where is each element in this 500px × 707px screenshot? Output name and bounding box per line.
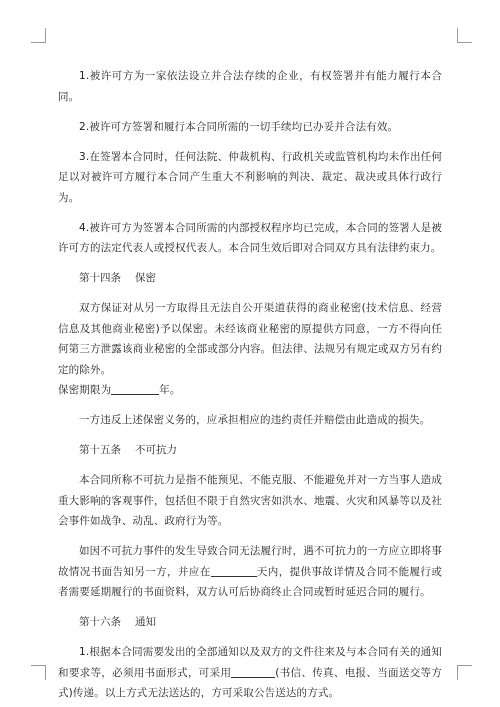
section-16-number: 第十六条	[79, 616, 121, 628]
section-15-number: 第十五条	[79, 444, 121, 456]
paragraph-confidentiality-term	[58, 380, 442, 401]
section-15-title: 不可抗力	[135, 444, 177, 456]
paragraph-1: 1.被许可方为一家依法设立并合法存续的企业，有权签署并有能力履行本合同。	[58, 70, 442, 103]
paragraph-force-majeure-definition: 本合同所称不可抗力是指不能预见、不能克服、不能避免并对一方当事人造成重大影响的客观事件，包括但不限于自然灾害如洪水、地震、火灾和风暴等以及社会事件如战争、动乱、政府行为等。	[58, 474, 442, 527]
confidentiality-term-unit: 年。	[159, 384, 181, 396]
confidentiality-term-label: 保密期限为	[58, 384, 112, 396]
crop-mark-top-right	[457, 28, 472, 43]
section-14-title: 保密	[135, 272, 156, 284]
document-body	[58, 66, 442, 704]
paragraph-3: 3.在签署本合同时，任何法院、仲裁机构、行政机关或监管机构均未作出任何足以对被许可方履行本合同产生重大不利影响的判决、裁定、裁决或具体行政行为。	[58, 150, 442, 204]
paragraph-4: 4.被许可方为签署本合同所需的内部授权程序均已完成，本合同的签署人是被许可方的法定代表人或授权代表人。本合同生效后即对合同双方具有法律约束力。	[58, 221, 442, 254]
notice-start: 1.根据本合同需要发出的全部通知以及双方的文件往来及与本合同有关的通知和要求等，必须用书面形式，可采用	[58, 646, 442, 679]
force-majeure-notice-end: 天内，提供事故详情及合同不能履行或者需要延期履行的书面资料，双方认可后协商终止合同或暂时延迟合同的履行。	[58, 565, 442, 598]
paragraph-confidentiality: 双方保证对从另一方取得且无法自公开渠道获得的商业秘密(技术信息、经营信息及其他商业秘密)予以保密。未经该商业秘密的原提供方同意，一方不得向任何第三方泄露该商业秘密的全部或部分内容。但法律、法规另有规定或双方另有约定的除外。	[58, 302, 442, 376]
crop-mark-top-left	[31, 28, 46, 43]
paragraph-notice	[58, 642, 442, 704]
paragraph-2: 2.被许可方签署和履行本合同所需的一切手续均已办妥并合法有效。	[79, 120, 399, 133]
section-16-title: 通知	[135, 616, 156, 628]
notice-method-blank	[231, 665, 275, 678]
crop-mark-bottom-left	[31, 665, 46, 680]
notice-end: (书信、传真、电报、当面送交等方式)传递。以上方式无法送达的，方可采取公告送达的方式。	[58, 666, 442, 699]
section-14-number: 第十四条	[79, 272, 121, 284]
force-majeure-notice-start: 如因不可抗力事件的发生导致合同无法履行时，遇不可抗力的一方应立即将事故情况书面告知另一方，并应在	[58, 545, 442, 578]
crop-mark-bottom-right	[457, 665, 472, 680]
confidentiality-term-blank	[111, 382, 159, 395]
section-16-heading	[58, 612, 442, 633]
force-majeure-days-blank	[211, 564, 257, 577]
paragraph-breach: 一方违反上述保密义务的，应承担相应的违约责任并赔偿由此造成的损失。	[79, 414, 431, 426]
paragraph-force-majeure-notice	[58, 541, 442, 603]
section-15-heading	[58, 440, 442, 461]
section-14-heading	[58, 268, 442, 289]
